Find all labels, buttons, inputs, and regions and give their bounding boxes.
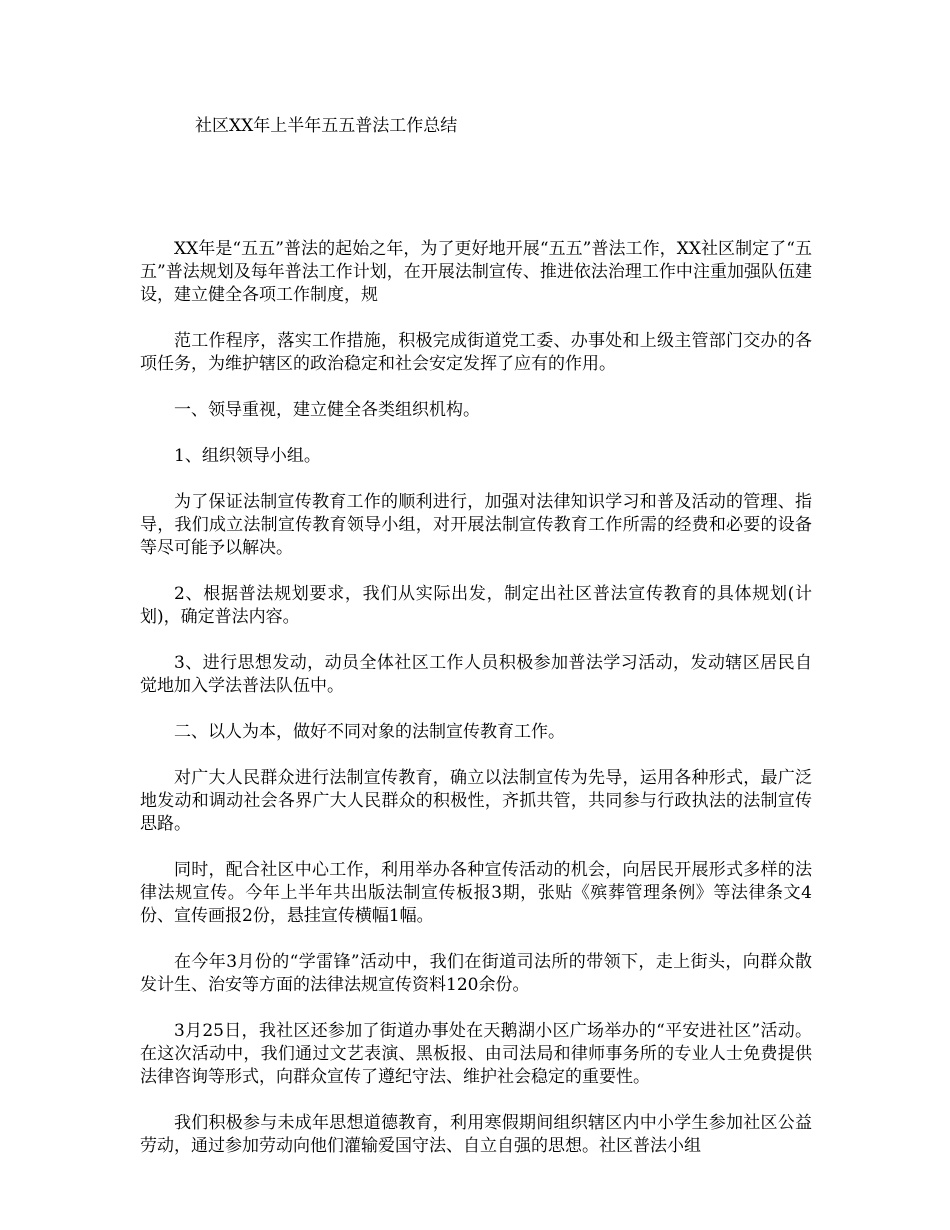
section-heading-2: 二、以人为本，做好不同对象的法制宣传教育工作。 [174, 722, 565, 742]
paragraph-planning: 2、根据普法规划要求，我们从实际出发，制定出社区普法宣传教育的具体规划(计划)，确定普法内容。 [140, 584, 812, 627]
document-title: 社区XX年上半年五五普法工作总结 [195, 116, 458, 136]
paragraph-public-education: 对广大人民群众进行法制宣传教育，确立以法制宣传为先导，运用各种形式，最广泛地发动和调动社会各界广大人民群众的积极性，齐抓共管，共同参与行政执法的法制宣传思路。 [140, 768, 812, 834]
paragraph-leadership-group: 为了保证法制宣传教育工作的顺利进行，加强对法律知识学习和普及活动的管理、指导，我们成立法制宣传教育领导小组，对开展法制宣传教育工作所需的经费和必要的设备等尽可能予以解决。 [140, 492, 812, 558]
subsection-heading-1: 1、组织领导小组。 [174, 446, 321, 466]
document-body [140, 238, 812, 1181]
paragraph-publicity-materials: 同时，配合社区中心工作，利用举办各种宣传活动的机会，向居民开展形式多样的法律法规宣传。今年上半年共出版法制宣传板报3期，张贴《殡葬管理条例》等法律条文4份、宣传画报2份，悬挂宣传横幅1幅。 [140, 860, 812, 926]
paragraph-intro-continued: 范工作程序，落实工作措施，积极完成街道党工委、办事处和上级主管部门交办的各项任务，为维护辖区的政治稳定和社会安定发挥了应有的作用。 [140, 331, 812, 374]
section-heading-1: 一、领导重视，建立健全各类组织机构。 [174, 400, 480, 420]
paragraph-lei-feng-activity: 在今年3月份的“学雷锋”活动中，我们在街道司法所的带领下，走上街头，向群众散发计生、治安等方面的法律法规宣传资料120余份。 [140, 952, 812, 995]
paragraph-safe-community: 3月25日，我社区还参加了街道办事处在天鹅湖小区广场举办的“平安进社区”活动。在这次活动中，我们通过文艺表演、黑板报、由司法局和律师事务所的专业人士免费提供法律咨询等形式，向群众宣传了遵纪守法、维护社会稳定的重要性。 [140, 1021, 812, 1087]
paragraph-youth-education: 我们积极参与未成年思想道德教育，利用寒假期间组织辖区内中小学生参加社区公益劳动，通过参加劳动向他们灌输爱国守法、自立自强的思想。社区普法小组 [140, 1113, 812, 1156]
paragraph-mobilization: 3、进行思想发动，动员全体社区工作人员积极参加普法学习活动，发动辖区居民自觉地加入学法普法队伍中。 [140, 653, 812, 696]
paragraph-intro: XX年是“五五”普法的起始之年，为了更好地开展“五五”普法工作，XX社区制定了“五五”普法规划及每年普法工作计划，在开展法制宣传、推进依法治理工作中注重加强队伍建设，建立健全各项工作制度，规 [140, 239, 812, 305]
